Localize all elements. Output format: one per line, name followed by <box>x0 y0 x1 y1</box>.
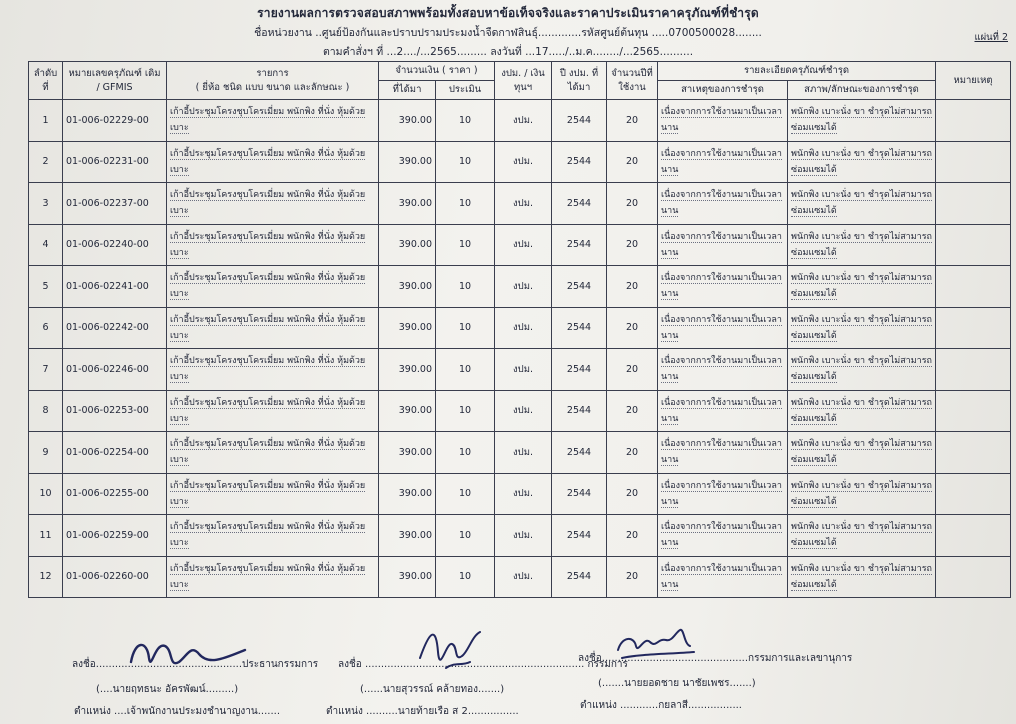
table-row <box>29 266 1011 308</box>
page-number: แผ่นที่ 2 <box>974 32 1008 43</box>
damage-condition <box>788 141 936 183</box>
remarks-cell <box>936 266 1011 308</box>
damage-condition <box>788 349 936 391</box>
item-description-text: เก้าอี้ประชุมโครงชุบโครเมี่ยม พนักพิง ที่นั่ง หุ้มด้วยเบาะ <box>170 190 366 217</box>
fund-source: งปม. <box>495 266 552 308</box>
acquired-price: 390.00 <box>379 473 436 515</box>
assessed-price: 10 <box>436 390 495 432</box>
col-header-condition: สภาพ/ลักษณะของการชำรุด <box>788 81 936 100</box>
table-row <box>29 224 1011 266</box>
damage-cause-text: เนื่องจากการใช้งานมาเป็นเวลานาน <box>661 356 782 383</box>
damage-condition <box>788 556 936 598</box>
budget-year: 2544 <box>552 224 607 266</box>
row-no: 9 <box>29 432 63 474</box>
item-description <box>167 349 379 391</box>
acquired-price: 390.00 <box>379 307 436 349</box>
col-header-fund: งปม. / เงินทุนฯ <box>495 62 552 100</box>
asset-number: 01-006-02255-00 <box>63 473 167 515</box>
assessed-price: 10 <box>436 266 495 308</box>
table-row <box>29 183 1011 225</box>
table-row <box>29 432 1011 474</box>
assessed-price: 10 <box>436 515 495 557</box>
fund-source: งปม. <box>495 390 552 432</box>
damage-cause <box>658 432 788 474</box>
damage-condition <box>788 266 936 308</box>
budget-year: 2544 <box>552 349 607 391</box>
item-description-text: เก้าอี้ประชุมโครงชุบโครเมี่ยม พนักพิง ที่นั่ง หุ้มด้วยเบาะ <box>170 439 366 466</box>
position-member: ตำแหน่ง ..........นายท้ายเรือ ส 2................ <box>326 706 519 717</box>
assessed-price: 10 <box>436 473 495 515</box>
damage-condition-text: พนักพิง เบาะนั่ง ขา ชำรุดไม่สามารถซ่อมแซมได้ <box>791 273 933 300</box>
remarks-cell <box>936 556 1011 598</box>
fund-source: งปม. <box>495 515 552 557</box>
damage-condition <box>788 390 936 432</box>
acquired-price: 390.00 <box>379 100 436 142</box>
position-secretary: ตำแหน่ง ............กยลาสี................. <box>580 700 742 711</box>
damage-condition <box>788 100 936 142</box>
assessed-price: 10 <box>436 556 495 598</box>
damage-condition-text: พนักพิง เบาะนั่ง ขา ชำรุดไม่สามารถซ่อมแซมได้ <box>791 439 933 466</box>
fund-source: งปม. <box>495 349 552 391</box>
assessed-price: 10 <box>436 100 495 142</box>
damage-cause <box>658 556 788 598</box>
col-header-details: รายละเอียดครุภัณฑ์ชำรุด <box>658 62 936 81</box>
report-title: รายงานผลการตรวจสอบสภาพพร้อมทั้งสอบหาข้อเท็จจริงและราคาประเมินราคาครุภัณฑ์ที่ชำรุด <box>257 6 759 20</box>
damage-cause <box>658 515 788 557</box>
acquired-price: 390.00 <box>379 224 436 266</box>
row-no: 10 <box>29 473 63 515</box>
col-header-acquired: ที่ได้มา <box>379 81 436 100</box>
remarks-cell <box>936 224 1011 266</box>
budget-year: 2544 <box>552 183 607 225</box>
budget-year: 2544 <box>552 515 607 557</box>
budget-year: 2544 <box>552 390 607 432</box>
item-description <box>167 515 379 557</box>
assessed-price: 10 <box>436 349 495 391</box>
col-header-no: ลำดับที่ <box>29 62 63 100</box>
acquired-price: 390.00 <box>379 183 436 225</box>
item-description <box>167 224 379 266</box>
table-row <box>29 515 1011 557</box>
acquired-price: 390.00 <box>379 349 436 391</box>
damage-condition <box>788 307 936 349</box>
years-used: 20 <box>607 473 658 515</box>
acquired-price: 390.00 <box>379 432 436 474</box>
damage-condition-text: พนักพิง เบาะนั่ง ขา ชำรุดไม่สามารถซ่อมแซมได้ <box>791 231 933 258</box>
years-used: 20 <box>607 390 658 432</box>
budget-year: 2544 <box>552 473 607 515</box>
remarks-cell <box>936 307 1011 349</box>
asset-number: 01-006-02242-00 <box>63 307 167 349</box>
damage-condition <box>788 473 936 515</box>
damage-condition-text: พนักพิง เบาะนั่ง ขา ชำรุดไม่สามารถซ่อมแซมได้ <box>791 563 933 590</box>
name-chairman: (....นายฤทธนะ อัครพัฒน์.........) <box>96 684 239 695</box>
table-row <box>29 390 1011 432</box>
remarks-cell <box>936 432 1011 474</box>
budget-year: 2544 <box>552 556 607 598</box>
item-description-text: เก้าอี้ประชุมโครงชุบโครเมี่ยม พนักพิง ที่นั่ง หุ้มด้วยเบาะ <box>170 522 366 549</box>
remarks-cell <box>936 473 1011 515</box>
damage-condition <box>788 224 936 266</box>
row-no: 1 <box>29 100 63 142</box>
fund-source: งปม. <box>495 224 552 266</box>
damage-condition-text: พนักพิง เบาะนั่ง ขา ชำรุดไม่สามารถซ่อมแซมได้ <box>791 522 933 549</box>
damage-cause-text: เนื่องจากการใช้งานมาเป็นเวลานาน <box>661 314 782 341</box>
signature-member <box>410 622 490 682</box>
assessed-price: 10 <box>436 307 495 349</box>
row-no: 2 <box>29 141 63 183</box>
damage-cause-text: เนื่องจากการใช้งานมาเป็นเวลานาน <box>661 563 782 590</box>
damage-condition-text: พนักพิง เบาะนั่ง ขา ชำรุดไม่สามารถซ่อมแซมได้ <box>791 356 933 383</box>
assessed-price: 10 <box>436 432 495 474</box>
col-header-amount: จำนวนเงิน ( ราคา ) <box>379 62 495 81</box>
damage-cause-text: เนื่องจากการใช้งานมาเป็นเวลานาน <box>661 439 782 466</box>
acquired-price: 390.00 <box>379 141 436 183</box>
table-row <box>29 349 1011 391</box>
table-row <box>29 307 1011 349</box>
item-description-text: เก้าอี้ประชุมโครงชุบโครเมี่ยม พนักพิง ที่นั่ง หุ้มด้วยเบาะ <box>170 107 366 134</box>
order-line: ตามคำสั่งฯ ที่ ...2..../...2565......... ลงวันที่ ...17...../..ม.ค......../...2565.......... <box>322 46 694 58</box>
asset-number: 01-006-02246-00 <box>63 349 167 391</box>
years-used: 20 <box>607 349 658 391</box>
damage-cause <box>658 183 788 225</box>
damage-condition-text: พนักพิง เบาะนั่ง ขา ชำรุดไม่สามารถซ่อมแซมได้ <box>791 148 933 175</box>
item-description-text: เก้าอี้ประชุมโครงชุบโครเมี่ยม พนักพิง ที่นั่ง หุ้มด้วยเบาะ <box>170 563 366 590</box>
col-header-cause: สาเหตุของการชำรุด <box>658 81 788 100</box>
years-used: 20 <box>607 183 658 225</box>
asset-number: 01-006-02240-00 <box>63 224 167 266</box>
item-description <box>167 473 379 515</box>
fund-source: งปม. <box>495 473 552 515</box>
table-row <box>29 141 1011 183</box>
budget-year: 2544 <box>552 432 607 474</box>
damage-cause <box>658 224 788 266</box>
damage-condition <box>788 432 936 474</box>
table-row <box>29 100 1011 142</box>
asset-number: 01-006-02260-00 <box>63 556 167 598</box>
item-description-text: เก้าอี้ประชุมโครงชุบโครเมี่ยม พนักพิง ที่นั่ง หุ้มด้วยเบาะ <box>170 314 366 341</box>
row-no: 7 <box>29 349 63 391</box>
item-description <box>167 307 379 349</box>
table-row <box>29 473 1011 515</box>
fund-source: งปม. <box>495 100 552 142</box>
damage-cause-text: เนื่องจากการใช้งานมาเป็นเวลานาน <box>661 231 782 258</box>
item-description <box>167 390 379 432</box>
asset-number: 01-006-02254-00 <box>63 432 167 474</box>
damage-cause-text: เนื่องจากการใช้งานมาเป็นเวลานาน <box>661 522 782 549</box>
row-no: 8 <box>29 390 63 432</box>
damage-cause-text: เนื่องจากการใช้งานมาเป็นเวลานาน <box>661 190 782 217</box>
remarks-cell <box>936 349 1011 391</box>
damage-condition-text: พนักพิง เบาะนั่ง ขา ชำรุดไม่สามารถซ่อมแซมได้ <box>791 397 933 424</box>
damage-cause <box>658 349 788 391</box>
damage-cause-text: เนื่องจากการใช้งานมาเป็นเวลานาน <box>661 480 782 507</box>
fund-source: งปม. <box>495 307 552 349</box>
damage-cause-text: เนื่องจากการใช้งานมาเป็นเวลานาน <box>661 273 782 300</box>
name-member: (......นายสุวรรณ์ คล้ายทอง.......) <box>360 684 505 695</box>
acquired-price: 390.00 <box>379 556 436 598</box>
asset-number: 01-006-02231-00 <box>63 141 167 183</box>
damage-condition-text: พนักพิง เบาะนั่ง ขา ชำรุดไม่สามารถซ่อมแซมได้ <box>791 480 933 507</box>
sign-line-chairman: ลงชื่อ..............................................ประธานกรรมการ <box>72 659 319 670</box>
acquired-price: 390.00 <box>379 515 436 557</box>
damage-cause-text: เนื่องจากการใช้งานมาเป็นเวลานาน <box>661 107 782 134</box>
col-header-items-label: รายการ <box>256 67 289 79</box>
asset-number: 01-006-02253-00 <box>63 390 167 432</box>
years-used: 20 <box>607 515 658 557</box>
years-used: 20 <box>607 307 658 349</box>
name-secretary: (.......นายยอดชาย นาชัยเพชร.......) <box>598 678 756 689</box>
fund-source: งปม. <box>495 556 552 598</box>
years-used: 20 <box>607 432 658 474</box>
row-no: 11 <box>29 515 63 557</box>
item-description-text: เก้าอี้ประชุมโครงชุบโครเมี่ยม พนักพิง ที่นั่ง หุ้มด้วยเบาะ <box>170 356 366 383</box>
assessed-price: 10 <box>436 141 495 183</box>
col-header-years-used: จำนวนปีที่ใช้งาน <box>607 62 658 100</box>
damaged-asset-table <box>28 61 1011 598</box>
damage-condition-text: พนักพิง เบาะนั่ง ขา ชำรุดไม่สามารถซ่อมแซมได้ <box>791 314 933 341</box>
row-no: 5 <box>29 266 63 308</box>
item-description-text: เก้าอี้ประชุมโครงชุบโครเมี่ยม พนักพิง ที่นั่ง หุ้มด้วยเบาะ <box>170 273 366 300</box>
budget-year: 2544 <box>552 266 607 308</box>
damage-condition <box>788 515 936 557</box>
damage-cause <box>658 390 788 432</box>
item-description <box>167 266 379 308</box>
asset-number: 01-006-02241-00 <box>63 266 167 308</box>
remarks-cell <box>936 390 1011 432</box>
col-header-remarks: หมายเหตุ <box>936 62 1011 100</box>
item-description <box>167 556 379 598</box>
years-used: 20 <box>607 266 658 308</box>
item-description <box>167 141 379 183</box>
col-header-asset-no: หมายเลขครุภัณฑ์ เดิม / GFMIS <box>63 62 167 100</box>
acquired-price: 390.00 <box>379 390 436 432</box>
years-used: 20 <box>607 141 658 183</box>
item-description <box>167 432 379 474</box>
agency-line: ชื่อหน่วยงาน ..ศูนย์ป้องกันและปราบปรามประมงน้ำจืดกาฬสินธุ์.............รหัสศูนย์ต้นทุน .....0700500028........ <box>254 27 762 39</box>
years-used: 20 <box>607 224 658 266</box>
row-no: 6 <box>29 307 63 349</box>
row-no: 12 <box>29 556 63 598</box>
remarks-cell <box>936 141 1011 183</box>
item-description-text: เก้าอี้ประชุมโครงชุบโครเมี่ยม พนักพิง ที่นั่ง หุ้มด้วยเบาะ <box>170 231 366 258</box>
remarks-cell <box>936 183 1011 225</box>
asset-number: 01-006-02237-00 <box>63 183 167 225</box>
row-no: 3 <box>29 183 63 225</box>
damage-condition-text: พนักพิง เบาะนั่ง ขา ชำรุดไม่สามารถซ่อมแซมได้ <box>791 190 933 217</box>
fund-source: งปม. <box>495 141 552 183</box>
years-used: 20 <box>607 556 658 598</box>
years-used: 20 <box>607 100 658 142</box>
damage-cause <box>658 473 788 515</box>
sign-line-member: ลงชื่อ ..................................................................... กรรมการ <box>338 659 628 670</box>
col-header-year: ปี งปม. ที่ได้มา <box>552 62 607 100</box>
damage-cause-text: เนื่องจากการใช้งานมาเป็นเวลานาน <box>661 148 782 175</box>
position-chairman: ตำแหน่ง ....เจ้าพนักงานประมงชำนาญงาน....... <box>74 706 280 717</box>
sign-line-secretary: ลงชื่อ..............................................กรรมการและเลขานุการ <box>578 653 853 664</box>
col-header-items-sub: ( ยี่ห้อ ชนิด แบบ ขนาด และลักษณะ ) <box>195 81 350 93</box>
signature-chairman <box>125 632 255 680</box>
budget-year: 2544 <box>552 100 607 142</box>
col-header-items <box>167 62 379 100</box>
remarks-cell <box>936 515 1011 557</box>
damage-cause <box>658 100 788 142</box>
item-description <box>167 100 379 142</box>
item-description-text: เก้าอี้ประชุมโครงชุบโครเมี่ยม พนักพิง ที่นั่ง หุ้มด้วยเบาะ <box>170 397 366 424</box>
assessed-price: 10 <box>436 224 495 266</box>
col-header-assessed: ประเมิน <box>436 81 495 100</box>
item-description-text: เก้าอี้ประชุมโครงชุบโครเมี่ยม พนักพิง ที่นั่ง หุ้มด้วยเบาะ <box>170 148 366 175</box>
item-description <box>167 183 379 225</box>
item-description-text: เก้าอี้ประชุมโครงชุบโครเมี่ยม พนักพิง ที่นั่ง หุ้มด้วยเบาะ <box>170 480 366 507</box>
damage-cause <box>658 141 788 183</box>
damage-cause <box>658 307 788 349</box>
acquired-price: 390.00 <box>379 266 436 308</box>
fund-source: งปม. <box>495 432 552 474</box>
remarks-cell <box>936 100 1011 142</box>
assessed-price: 10 <box>436 183 495 225</box>
budget-year: 2544 <box>552 307 607 349</box>
asset-number: 01-006-02259-00 <box>63 515 167 557</box>
row-no: 4 <box>29 224 63 266</box>
fund-source: งปม. <box>495 183 552 225</box>
damage-cause-text: เนื่องจากการใช้งานมาเป็นเวลานาน <box>661 397 782 424</box>
damage-condition <box>788 183 936 225</box>
damage-condition-text: พนักพิง เบาะนั่ง ขา ชำรุดไม่สามารถซ่อมแซมได้ <box>791 107 933 134</box>
budget-year: 2544 <box>552 141 607 183</box>
table-row <box>29 556 1011 598</box>
damage-cause <box>658 266 788 308</box>
asset-number: 01-006-02229-00 <box>63 100 167 142</box>
